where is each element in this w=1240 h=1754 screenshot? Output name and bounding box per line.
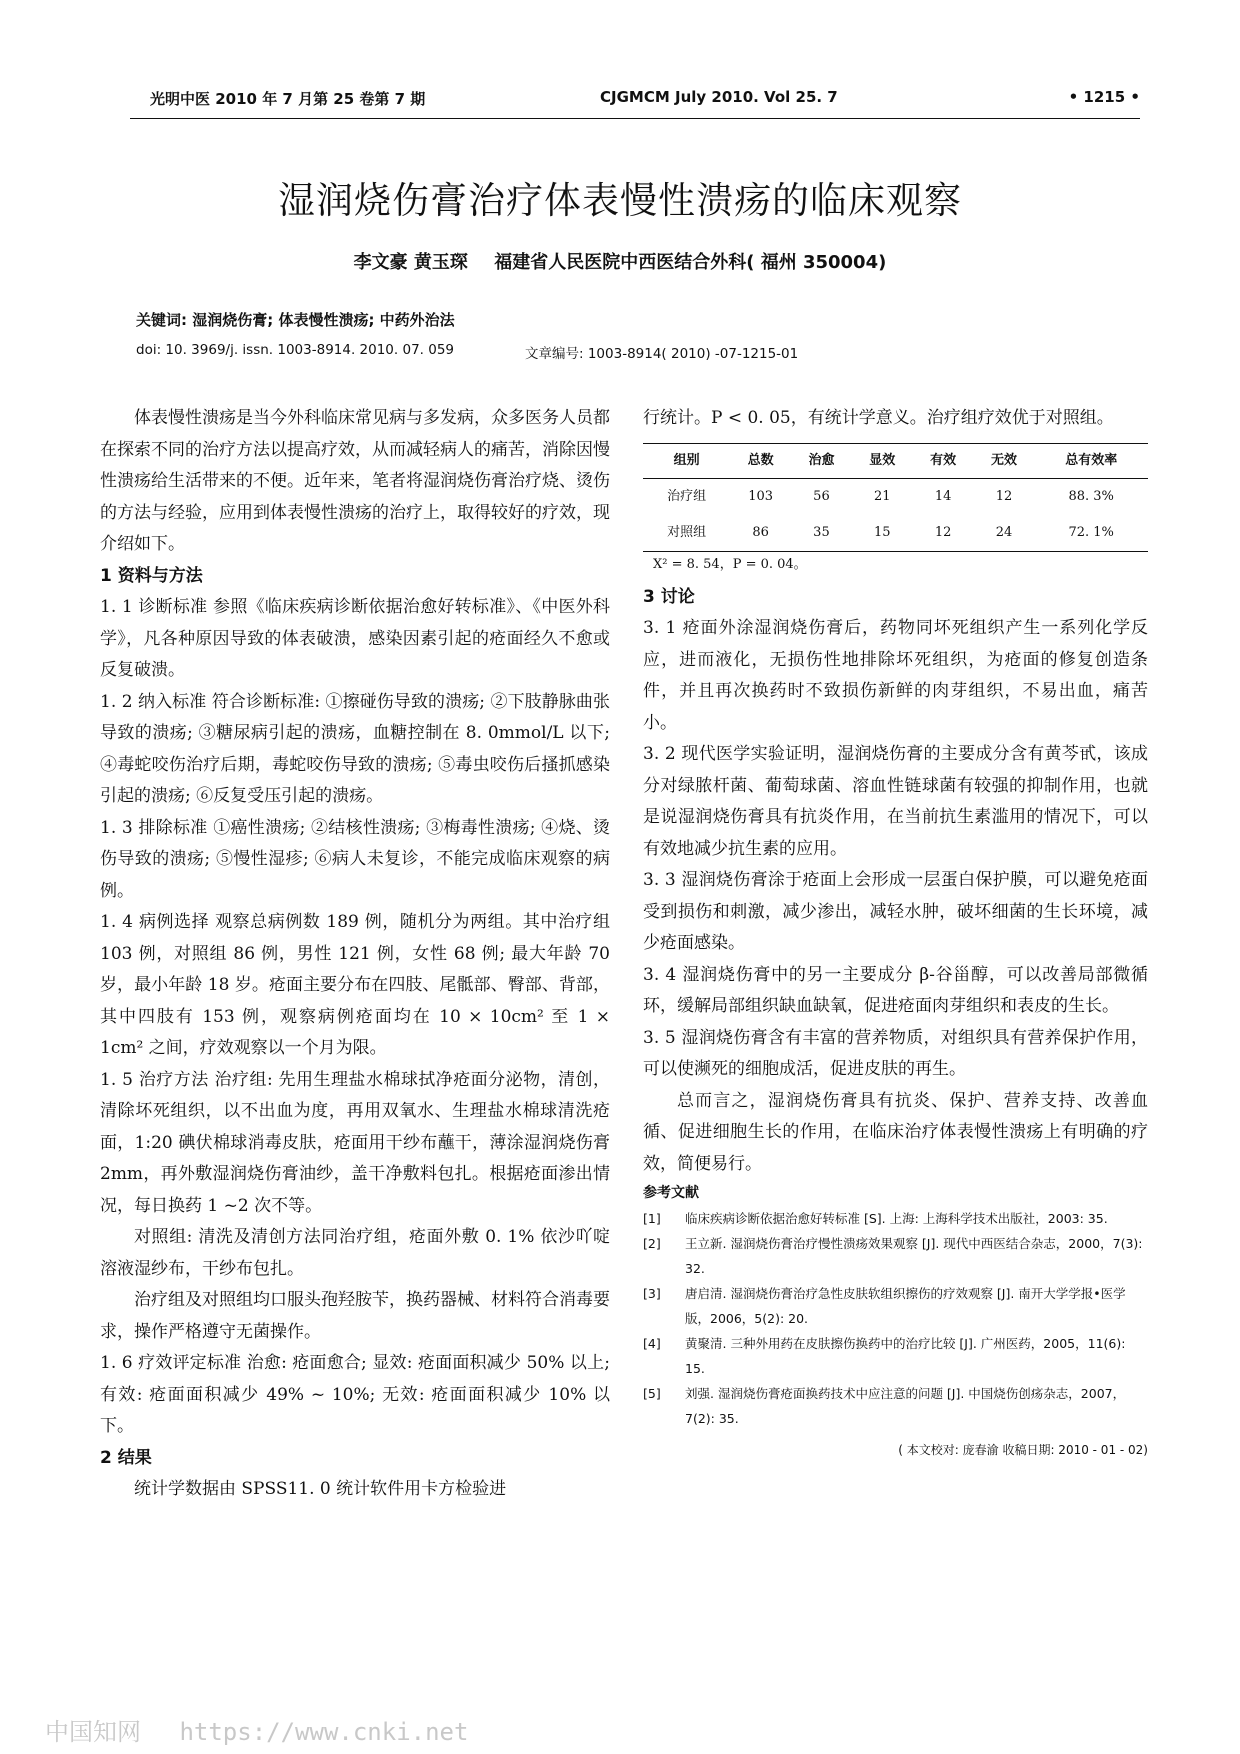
reference-text: 临床疾病诊断依据治愈好转标准 [S]. 上海: 上海科学技术出版社，2003: 35. <box>685 1211 1108 1226</box>
para-2: 统计学数据由 SPSS11. 0 统计软件用卡方检验进 <box>134 1479 507 1499</box>
table-cell: 12 <box>934 524 952 540</box>
reference-item <box>643 1231 1148 1281</box>
table-header-cell: 总有效率 <box>1034 443 1148 478</box>
running-header <box>130 88 1140 116</box>
table-row <box>643 515 1148 552</box>
keywords: 关键词: 湿润烧伤膏; 体表慢性溃疡; 中药外治法 <box>136 311 455 329</box>
para-1-5: 1. 5 治疗方法 治疗组: 先用生理盐水棉球拭净疮面分泌物，清创，清除坏死组织，以不出血为度，再用双氧水、生理盐水棉球清洗疮面，1:20 碘伏棉球消毒皮肤，疮面用干纱布蘸干，薄涂湿润烧伤膏 2mm，再外敷湿润烧伤膏油纱，盖干净敷料包扎。根据疮面渗出情况，每日换药 1 ~2 次不等。 <box>100 1069 610 1216</box>
para-3-5: 3. 5 湿润烧伤膏含有丰富的营养物质，对组织具有营养保护作用，可以使濒死的细胞成活，促进皮肤的再生。 <box>643 1027 1148 1079</box>
table-cell: 14 <box>934 488 952 504</box>
proofread-footnote: ( 本文校对: 庞春渝 收稿日期: 2010 - 01 - 02) <box>898 1443 1148 1457</box>
reference-item <box>643 1381 1148 1431</box>
right-column <box>643 403 1148 1467</box>
watermark-site: 中国知网 <box>45 1718 141 1746</box>
author-names: 李文豪 黄玉琛 <box>353 252 468 273</box>
reference-number: [1] <box>643 1211 661 1226</box>
page-number: • 1215 • <box>1068 88 1140 106</box>
journal-cn: 光明中医 2010 年 7 月第 25 卷第 7 期 <box>150 90 426 108</box>
author-affiliation: 福建省人民医院中西医结合外科( 福州 350004) <box>494 252 887 273</box>
table-header-cell: 组别 <box>643 443 730 478</box>
para-1-4: 1. 4 病例选择 观察总病例数 189 例，随机分为两组。其中治疗组 103 例，对照组 86 例，男性 121 例，女性 68 例; 最大年龄 70 岁，最小年龄 18 岁。疮面主要分布在四肢、尾骶部、臀部、背部，其中四肢有 153 例，观察病例疮面均在 10 × 10cm² 至 1 × 1cm² 之间，疗效观察以一个月为限。 <box>100 912 610 1058</box>
article-title: 湿润烧伤膏治疗体表慢性溃疡的临床观察 <box>278 179 962 222</box>
reference-text: 刘强. 湿润烧伤膏疮面换药技术中应注意的问题 [J]. 中国烧伤创疡杂志，2007，7(2): 35. <box>685 1386 1126 1426</box>
para-3-4: 3. 4 湿润烧伤膏中的另一主要成分 β-谷甾醇，可以改善局部微循环，缓解局部组织缺血缺氧，促进疮面肉芽组织和表皮的生长。 <box>643 964 1148 1016</box>
table-header-cell: 显效 <box>852 443 913 478</box>
table-header-cell: 无效 <box>974 443 1035 478</box>
table-cell: 88. 3% <box>1068 488 1114 504</box>
para-1-3: 1. 3 排除标准 ①癌性溃疡; ②结核性溃疡; ③梅毒性溃疡; ④烧、烫伤导致的溃疡; ⑤慢性湿疹; ⑥病人未复诊，不能完成临床观察的病例。 <box>100 817 610 901</box>
table-cell: 24 <box>995 524 1013 540</box>
table-cell: 35 <box>813 524 830 540</box>
section-1-heading: 1 资料与方法 <box>100 565 203 586</box>
journal-en: CJGMCM July 2010. Vol 25. 7 <box>600 88 838 106</box>
para-1-5-both: 治疗组及对照组均口服头孢羟胺苄，换药器械、材料符合消毒要求，操作严格遵守无菌操作。 <box>100 1290 610 1342</box>
table-cell: 21 <box>874 488 891 504</box>
table-cell: 72. 1% <box>1068 524 1114 540</box>
references-heading: 参考文献 <box>643 1185 699 1201</box>
section-3-heading: 3 讨论 <box>643 586 695 607</box>
table-cell: 103 <box>748 488 774 504</box>
table-cell: 15 <box>874 524 891 540</box>
article-number: 文章编号: 1003-8914( 2010) -07-1215-01 <box>525 346 799 362</box>
doi: doi: 10. 3969/j. issn. 1003-8914. 2010. 07. 059 <box>136 342 455 358</box>
results-table <box>643 443 1148 552</box>
table-header-cell: 总数 <box>730 443 791 478</box>
cnki-watermark <box>45 1712 492 1747</box>
table-header-cell: 有效 <box>913 443 974 478</box>
authors-line <box>0 248 1240 274</box>
table-cell: 86 <box>752 524 769 540</box>
intro-paragraph: 体表慢性溃疡是当今外科临床常见病与多发病，众多医务人员都在探索不同的治疗方法以提高疗效，从而减轻病人的痛苦，消除因慢性溃疡给生活带来的不便。近年来，笔者将湿润烧伤膏治疗烧、烫伤的方法与经验，应用到体表慢性溃疡的治疗上，取得较好的疗效，现介绍如下。 <box>100 408 610 554</box>
para-1-1: 1. 1 诊断标准 参照《临床疾病诊断依据治愈好转标准》、《中医外科学》，凡各种原因导致的体表破溃，感染因素引起的疮面经久不愈或反复破溃。 <box>100 597 610 680</box>
reference-number: [4] <box>643 1336 661 1351</box>
reference-number: [5] <box>643 1386 661 1401</box>
para-3-2: 3. 2 现代医学实验证明，湿润烧伤膏的主要成分含有黄芩甙，该成分对绿脓杆菌、葡萄球菌、溶血性链球菌有较强的抑制作用，也就是说湿润烧伤膏具有抗炎作用，在当前抗生素滥用的情况下，可以有效地减少抗生素的应用。 <box>643 744 1148 859</box>
header-rule <box>130 118 1140 119</box>
reference-item <box>643 1331 1148 1381</box>
reference-item <box>643 1281 1148 1331</box>
left-column <box>100 403 610 1506</box>
section-2-heading: 2 结果 <box>100 1447 152 1468</box>
para-1-2: 1. 2 纳入标准 符合诊断标准: ①擦碰伤导致的溃疡; ②下肢静脉曲张导致的溃疡; ③糖尿病引起的溃疡，血糖控制在 8. 0mmol/L 以下; ④毒蛇咬伤治疗后期，毒蛇咬伤导致的溃疡; ⑤毒虫咬伤后搔抓感染引起的溃疡; ⑥反复受压引起的溃疡。 <box>100 691 610 806</box>
reference-item <box>643 1206 1148 1231</box>
table-row <box>643 478 1148 515</box>
table-header-cell: 治愈 <box>791 443 852 478</box>
watermark-url: https://www.cnki.net <box>179 1718 469 1746</box>
table-cell: 治疗组 <box>667 488 707 504</box>
table-header-row <box>643 443 1148 478</box>
table-cell: 56 <box>813 488 830 504</box>
para-3-3: 3. 3 湿润烧伤膏涂于疮面上会形成一层蛋白保护膜，可以避免疮面受到损伤和刺激，减少渗出，减轻水肿，破坏细菌的生长环境，减少疮面感染。 <box>643 870 1148 953</box>
para-1-5-control: 对照组: 清洗及清创方法同治疗组，疮面外敷 0. 1% 依沙吖啶溶液湿纱布，干纱布包扎。 <box>100 1227 610 1279</box>
conclusion-paragraph: 总而言之，湿润烧伤膏具有抗炎、保护、营养支持、改善血循、促进细胞生长的作用，在临床治疗体表慢性溃疡上有明确的疗效，简便易行。 <box>643 1090 1148 1174</box>
reference-number: [3] <box>643 1286 661 1301</box>
reference-number: [2] <box>643 1236 661 1251</box>
reference-text: 黄聚清. 三种外用药在皮肤擦伤换药中的治疗比较 [J]. 广州医药，2005，11(6): 15. <box>685 1336 1126 1376</box>
reference-text: 唐启清. 湿润烧伤膏治疗急性皮肤软组织擦伤的疗效观察 [J]. 南开大学学报•医学版，2006，5(2): 20. <box>685 1286 1126 1326</box>
para-3-1: 3. 1 疮面外涂湿润烧伤膏后，药物同坏死组织产生一系列化学反应，进而液化，无损伤性地排除坏死组织，为疮面的修复创造条件，并且再次换药时不致损伤新鲜的肉芽组织，不易出血，痛苦小。 <box>643 618 1148 733</box>
para-2-cont: 行统计。P < 0. 05，有统计学意义。治疗组疗效优于对照组。 <box>643 408 1114 428</box>
para-1-6: 1. 6 疗效评定标准 治愈: 疮面愈合; 显效: 疮面面积减少 50% 以上; 有效: 疮面面积减少 49% ~ 10%; 无效: 疮面面积减少 10% 以下。 <box>100 1353 610 1436</box>
table-cell: 12 <box>995 488 1013 504</box>
reference-text: 王立新. 湿润烧伤膏治疗慢性溃疡效果观察 [J]. 现代中西医结合杂志，2000，7(3): 32. <box>685 1236 1143 1276</box>
table-cell: 对照组 <box>667 524 707 540</box>
table-note: X² = 8. 54，P = 0. 04。 <box>653 556 807 572</box>
